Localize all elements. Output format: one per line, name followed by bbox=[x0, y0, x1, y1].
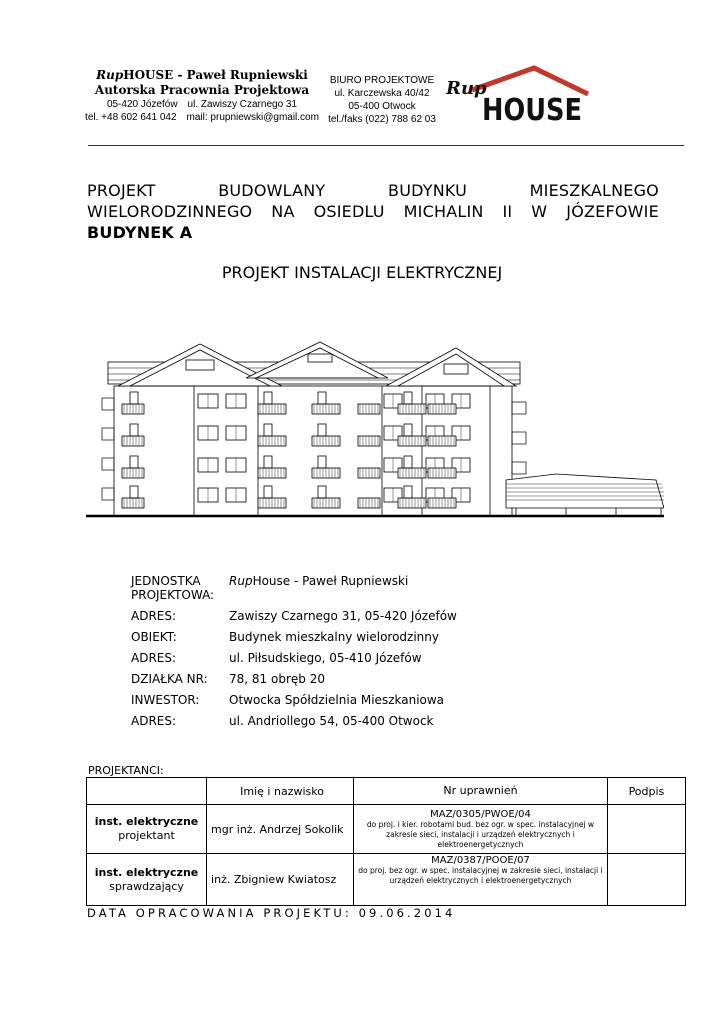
title-word: OSIEDLU bbox=[313, 202, 385, 221]
title-word: BUDOWLANY bbox=[218, 181, 326, 200]
signature-cell bbox=[607, 854, 685, 906]
firm-email: mail: prupniewski@gmail.com bbox=[186, 112, 319, 123]
firm-header bbox=[84, 68, 320, 124]
title-word: W bbox=[531, 202, 548, 221]
info-row: ADRES: Zawiszy Czarnego 31, 05-420 Józefów bbox=[131, 609, 457, 623]
title-word: NA bbox=[271, 202, 295, 221]
title-word: MIESZKALNEGO bbox=[529, 181, 659, 200]
table-row: inst. elektryczne projektant mgr inż. Andrzej Sokolik MAZ/0305/PWOE/04 do proj. i kier. robotami bud. bez ogr. w spec. instalacyjnej w zakresie sieci, instalacji i urządzeń elektrycznych i elektroenergetycznych bbox=[87, 805, 686, 854]
info-row: INWESTOR: Otwocka Spółdzielnia Mieszkaniowa bbox=[131, 693, 445, 707]
ruphouse-logo bbox=[442, 64, 590, 126]
title-word: JÓZEFOWIE bbox=[566, 202, 659, 221]
info-row: ADRES: ul. Andriollego 54, 05-400 Otwock bbox=[131, 714, 434, 728]
project-info bbox=[131, 574, 559, 735]
signature-cell bbox=[607, 805, 685, 854]
firm-name: RupHOUSE - Paweł Rupniewski bbox=[96, 68, 308, 82]
designer-name: mgr inż. Andrzej Sokolik bbox=[207, 805, 354, 854]
firm-address: 05-420 Józefów ul. Zawiszy Czarnego 31 bbox=[106, 99, 298, 110]
title-word: II bbox=[502, 202, 513, 221]
project-title bbox=[87, 180, 659, 243]
project-subtitle: PROJEKT INSTALACJI ELEKTRYCZNEJ bbox=[221, 263, 503, 282]
firm-subtitle: Autorska Pracownia Projektowa bbox=[94, 83, 310, 97]
title-word: PROJEKT bbox=[87, 181, 156, 200]
header-divider bbox=[88, 145, 684, 146]
building-elevation-drawing bbox=[86, 338, 664, 520]
title-word: MICHALIN bbox=[403, 202, 484, 221]
title-word: WIELORODZINNEGO bbox=[87, 202, 253, 221]
info-row: DZIAŁKA NR: 78, 81 obręb 20 bbox=[131, 672, 325, 686]
svg-text:Rup: Rup bbox=[446, 78, 487, 99]
designers-table: Imię i nazwisko Nr uprawnień Podpis inst. elektryczne projektant mgr inż. Andrzej Sokolik MAZ/0305/PWOE/04 do proj. i kier. robotami bud. bez ogr. w spec. instalacyjnej w zakresie sieci, instalacji i urządzeń elektrycznych i elektroenergetycznych inst. elektryczne sprawdzający inż. Zbigniew Kwiatosz MAZ/0387/POOE/07 do proj. bez ogr. w spec. instalacyjnej w zakresie sieci, instalacji i urządzeń elektrycznych i elektroenergetycznych bbox=[86, 777, 686, 906]
designers-label: PROJEKTANCI: bbox=[88, 764, 164, 777]
firm-contact: tel. +48 602 641 042 mail: prupniewski@gmail.com bbox=[85, 112, 319, 123]
info-row: OBIEKT: Budynek mieszkalny wielorodzinny bbox=[131, 630, 439, 644]
office-block: BIURO PROJEKTOWE ul. Karczewska 40/42 05-400 Otwock tel./faks (022) 788 62 03 bbox=[328, 75, 436, 125]
svg-text:HOUSE: HOUSE bbox=[482, 93, 582, 126]
project-date: DATA OPRACOWANIA PROJEKTU: 09.06.2014 bbox=[87, 906, 456, 920]
building-label: BUDYNEK A bbox=[87, 223, 193, 242]
table-row: inst. elektryczne sprawdzający inż. Zbigniew Kwiatosz MAZ/0387/POOE/07 do proj. bez ogr. w spec. instalacyjnej w zakresie sieci, instalacji i urządzeń elektrycznych i elektroenergetycznych bbox=[87, 854, 686, 906]
title-word: BUDYNKU bbox=[388, 181, 468, 200]
info-row: ADRES: ul. Piłsudskiego, 05-410 Józefów bbox=[131, 651, 422, 665]
info-row-unit: JEDNOSTKA PROJEKTOWA: RupHouse - Paweł Rupniewski bbox=[131, 574, 409, 602]
designer-name: inż. Zbigniew Kwiatosz bbox=[207, 854, 354, 906]
